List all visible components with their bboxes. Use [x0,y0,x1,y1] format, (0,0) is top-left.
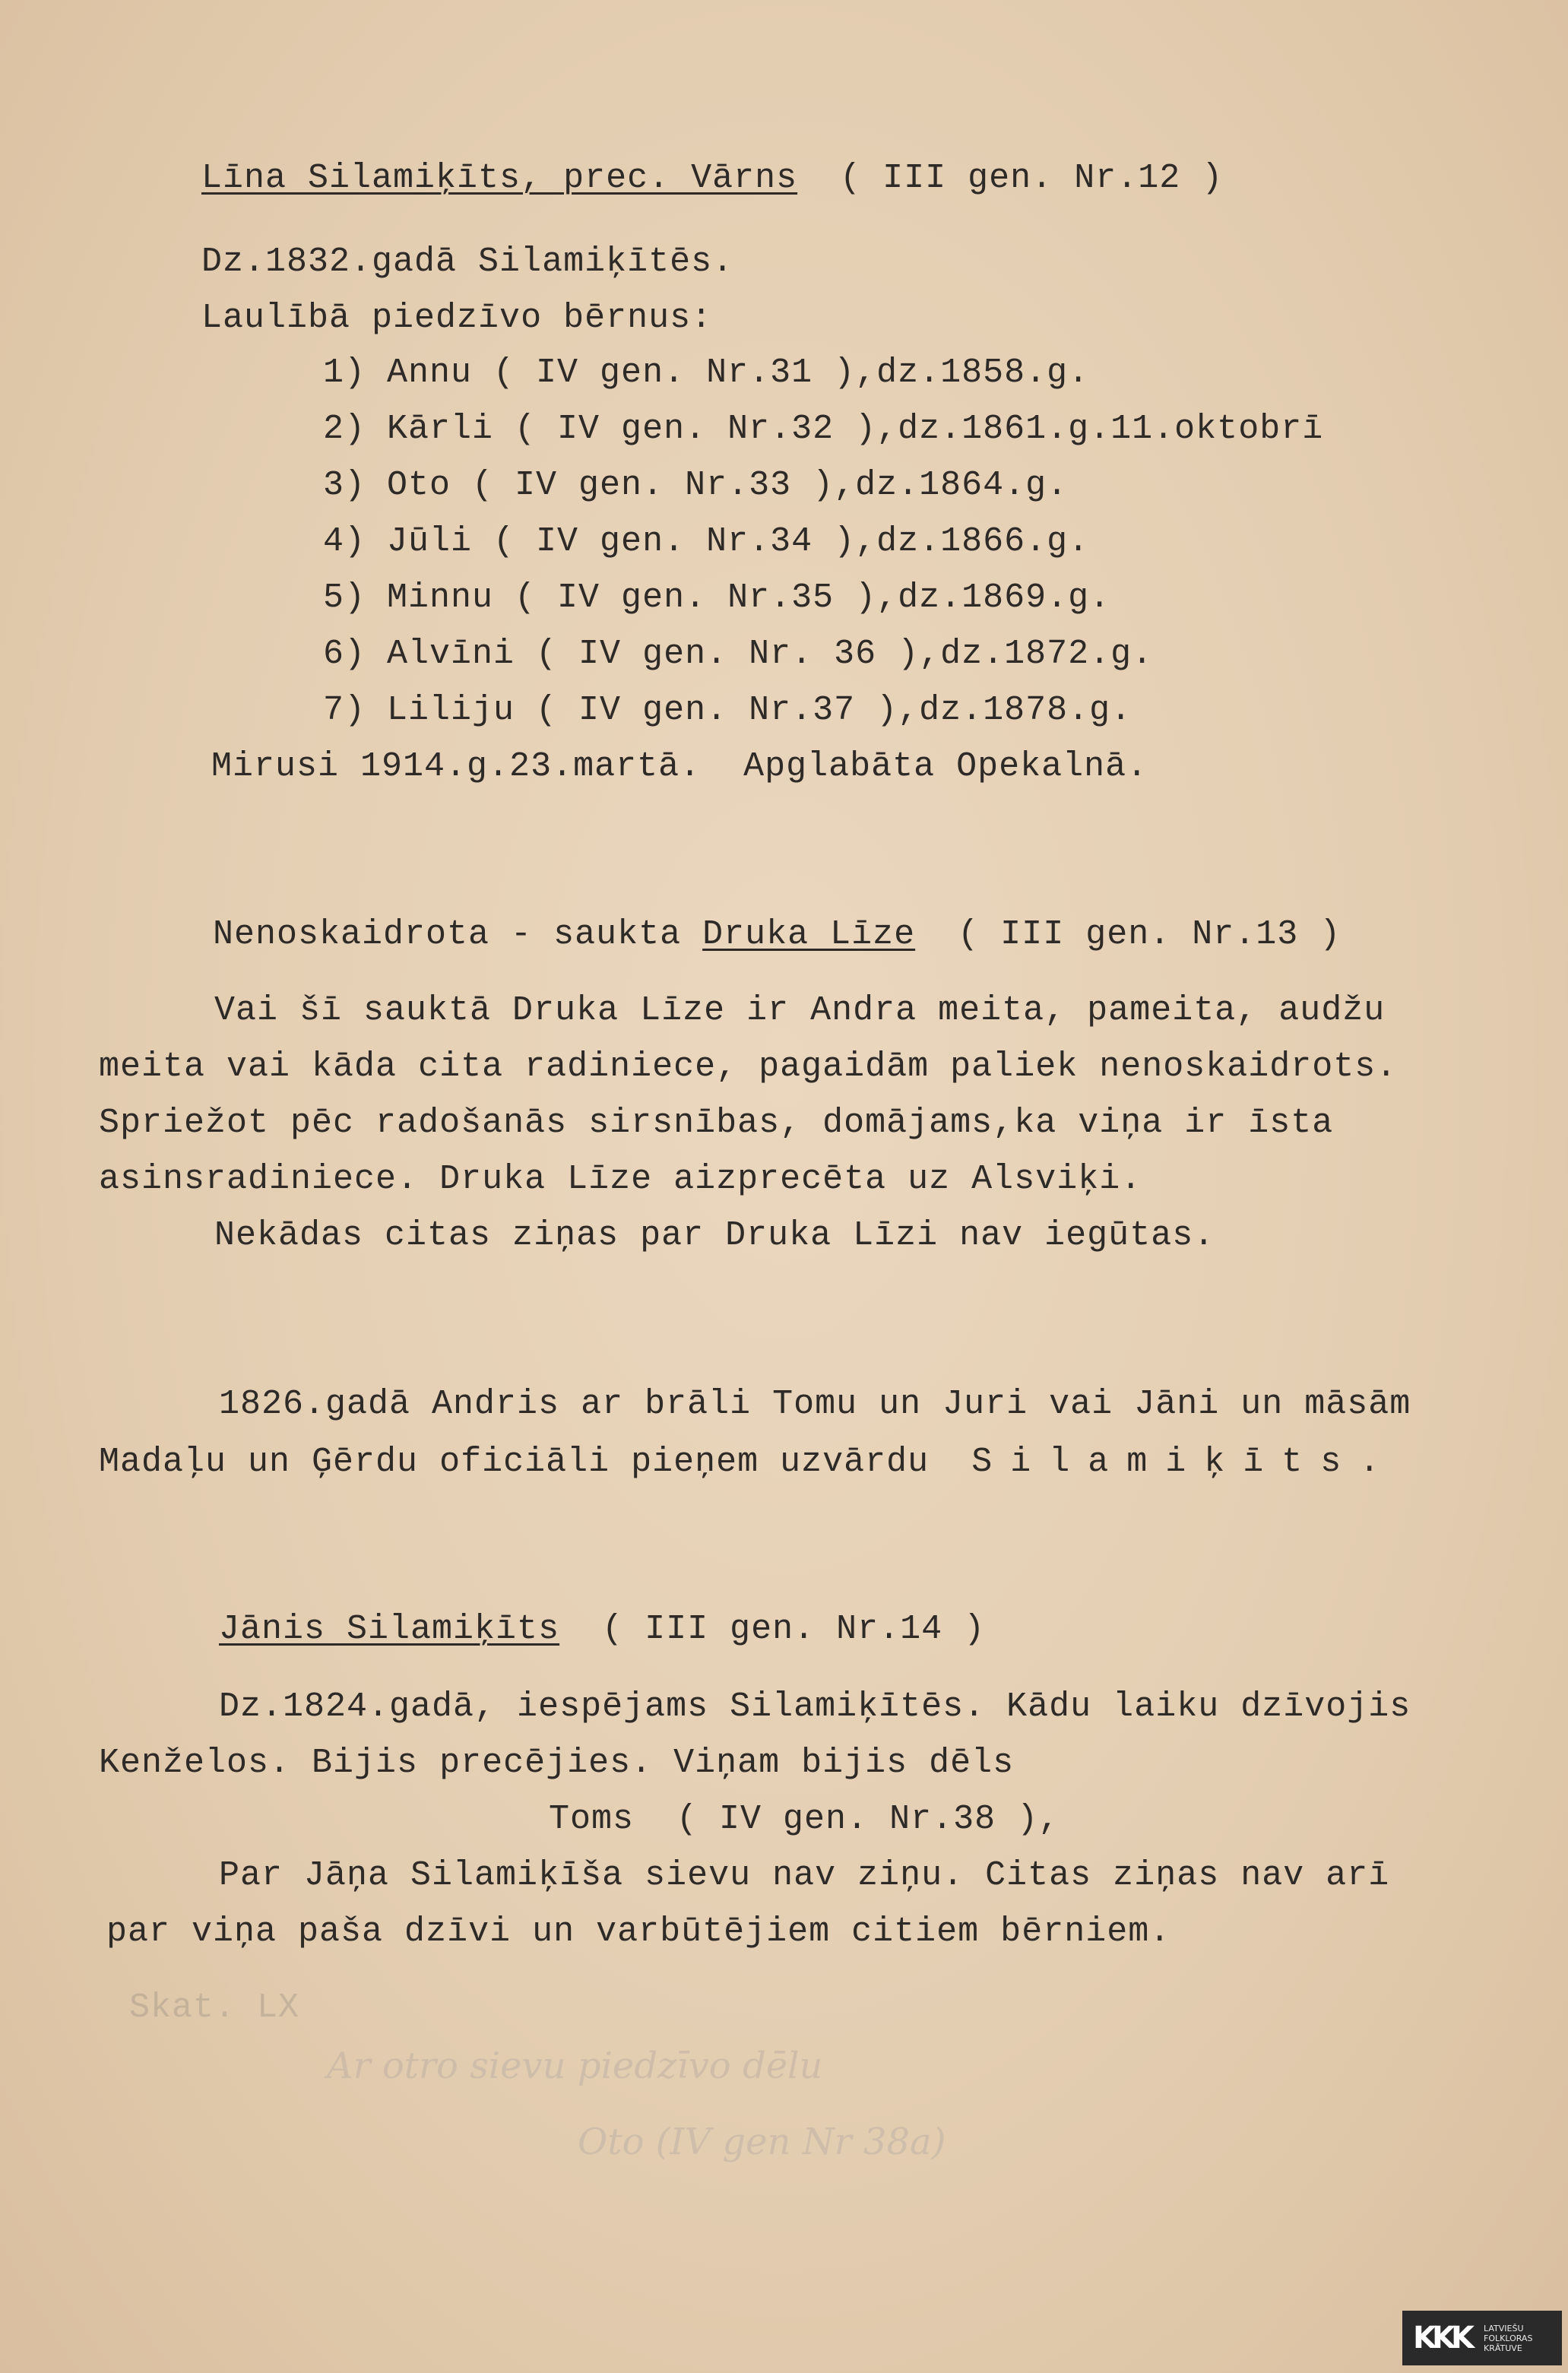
section3-line2-text: Madaļu un Ģērdu oficiāli pieņem uzvārdu [99,1443,930,1481]
section1-born: Dz.1832.gadā Silamiķītēs. [201,242,734,281]
section3-line1: 1826.gadā Andris ar brāli Tomu un Juri vai Jāni un māsām [219,1385,1411,1424]
faint-typed-line: Skat. LX [129,1988,300,2027]
section2-line: Vai šī sauktā Druka Līze ir Andra meita, pameita, audžu [214,991,1386,1030]
logo-text: LATVIEŠU FOLKLORAS KRĀTUVE [1484,2323,1533,2353]
child-item: 6) Alvīni ( IV gen. Nr. 36 ),dz.1872.g. [323,635,1154,673]
handwritten-note: Oto (IV gen Nr 38a) [578,2121,946,2163]
section2-ref: ( III gen. Nr.13 ) [958,915,1342,954]
archive-logo [1402,2311,1562,2365]
logo-mark: KKK [1413,2321,1470,2356]
section4-line: Dz.1824.gadā, iespējams Silamiķītēs. Kādu laiku dzīvojis [219,1687,1411,1726]
section2-prefix: Nenoskaidrota - saukta [213,915,703,954]
section1-heading-row [201,157,1223,200]
handwritten-note: Ar otro sievu piedzīvo dēlu [327,2045,823,2087]
section1-heading-ref: ( III gen. Nr.12 ) [840,159,1224,198]
section2-line: meita vai kāda cita radiniece, pagaidām paliek nenoskaidrots. [99,1047,1398,1086]
section2-line: Nekādas citas ziņas par Druka Līzi nav iegūtas. [214,1216,1215,1255]
section3-line2 [99,1441,1398,1484]
section2-name: Druka Līze [702,915,916,954]
section1-intro: Laulībā piedzīvo bērnus: [201,299,713,337]
child-item: 4) Jūli ( IV gen. Nr.34 ),dz.1866.g. [323,522,1090,561]
section4-line: Toms ( IV gen. Nr.38 ), [549,1800,1060,1839]
child-item: 7) Liliju ( IV gen. Nr.37 ),dz.1878.g. [323,691,1132,730]
section4-line: par viņa paša dzīvi un varbūtējiem citiem bērniem. [106,1912,1171,1951]
child-item: 5) Minnu ( IV gen. Nr.35 ),dz.1869.g. [323,578,1111,617]
section4-line: Kenželos. Bijis precējies. Viņam bijis dēls [99,1744,1015,1782]
section4-heading: Jānis Silamiķīts [219,1610,560,1649]
section4-heading-ref: ( III gen. Nr.14 ) [602,1610,986,1649]
section2-line: Spriežot pēc radošanās sirsnības, domājams,ka viņa ir īsta [99,1104,1334,1142]
section2-line: asinsradiniece. Druka Līze aizprecēta uz Alsviķi. [99,1160,1142,1199]
section4-line: Par Jāņa Silamiķīša sievu nav ziņu. Citas ziņas nav arī [219,1856,1390,1895]
child-item: 1) Annu ( IV gen. Nr.31 ),dz.1858.g. [323,353,1090,392]
section2-heading-row [213,914,1341,956]
section1-death: Mirusi 1914.g.23.martā. Apglabāta Opekalnā. [211,747,1148,786]
section1-heading: Līna Silamiķīts, prec. Vārns [201,159,798,198]
section4-heading-row [219,1608,985,1651]
child-item: 3) Oto ( IV gen. Nr.33 ),dz.1864.g. [323,466,1069,505]
child-item: 2) Kārli ( IV gen. Nr.32 ),dz.1861.g.11.oktobrī [323,410,1324,448]
surname-spaced: Silamiķīts. [971,1443,1399,1481]
